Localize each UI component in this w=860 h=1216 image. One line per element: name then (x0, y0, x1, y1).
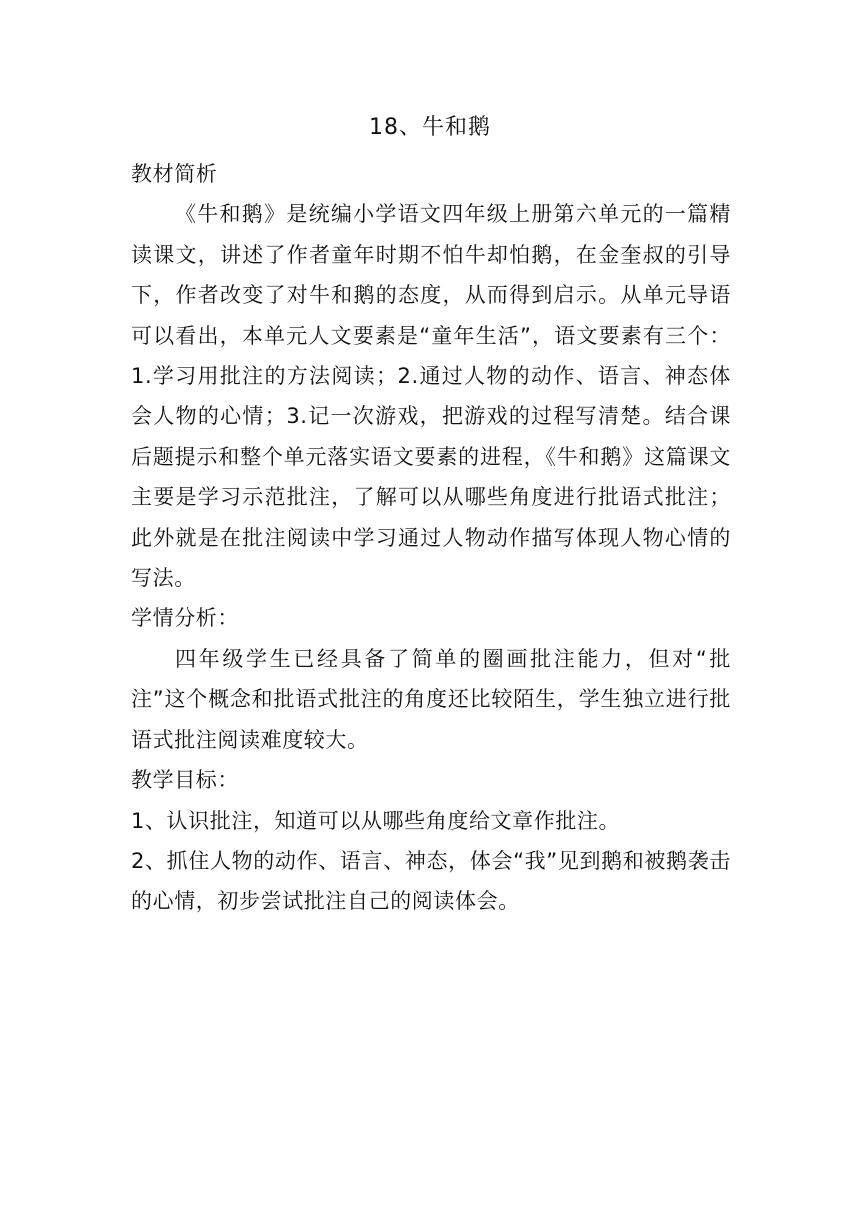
section-heading: 教材简析 (131, 162, 218, 186)
section-heading: 学情分析： (131, 606, 239, 631)
document-body (131, 154, 731, 922)
section-teaching-objectives (131, 760, 731, 922)
body-paragraph: 《牛和鹅》是统编小学语文四年级上册第六单元的一篇精读课文，讲述了作者童年时期不怕牛却怕鹅，在金奎叔的引导下，作者改变了对牛和鹅的态度，从而得到启示。从单元导语可以看出，本单元人文要素是“童年生活”，语文要素有三个：1.学习用批注的方法阅读；2.通过人物的动作、语言、神态体会人物的心情；3.记一次游戏，把游戏的过程写清楚。结合课后题提示和整个单元落实语文要素的进程，《牛和鹅》这篇课文主要是学习示范批注，了解可以从哪些角度进行批语式批注；此外就是在批注阅读中学习通过人物动作描写体现人物心情的写法。 (131, 202, 731, 591)
objective-item: 1、认识批注，知道可以从哪些角度给文章作批注。 (131, 808, 621, 833)
section-heading: 教学目标： (131, 768, 239, 793)
document-title: 18、牛和鹅 (369, 115, 491, 140)
objective-item: 2、抓住人物的动作、语言、神态，体会“我”见到鹅和被鹅袭击的心情，初步尝试批注自己的阅读体会。 (131, 848, 731, 914)
section-textbook-analysis (131, 154, 731, 598)
section-student-analysis (131, 598, 731, 760)
body-paragraph: 四年级学生已经具备了简单的圈画批注能力，但对“批注”这个概念和批语式批注的角度还比较陌生，学生独立进行批语式批注阅读难度较大。 (131, 646, 731, 752)
